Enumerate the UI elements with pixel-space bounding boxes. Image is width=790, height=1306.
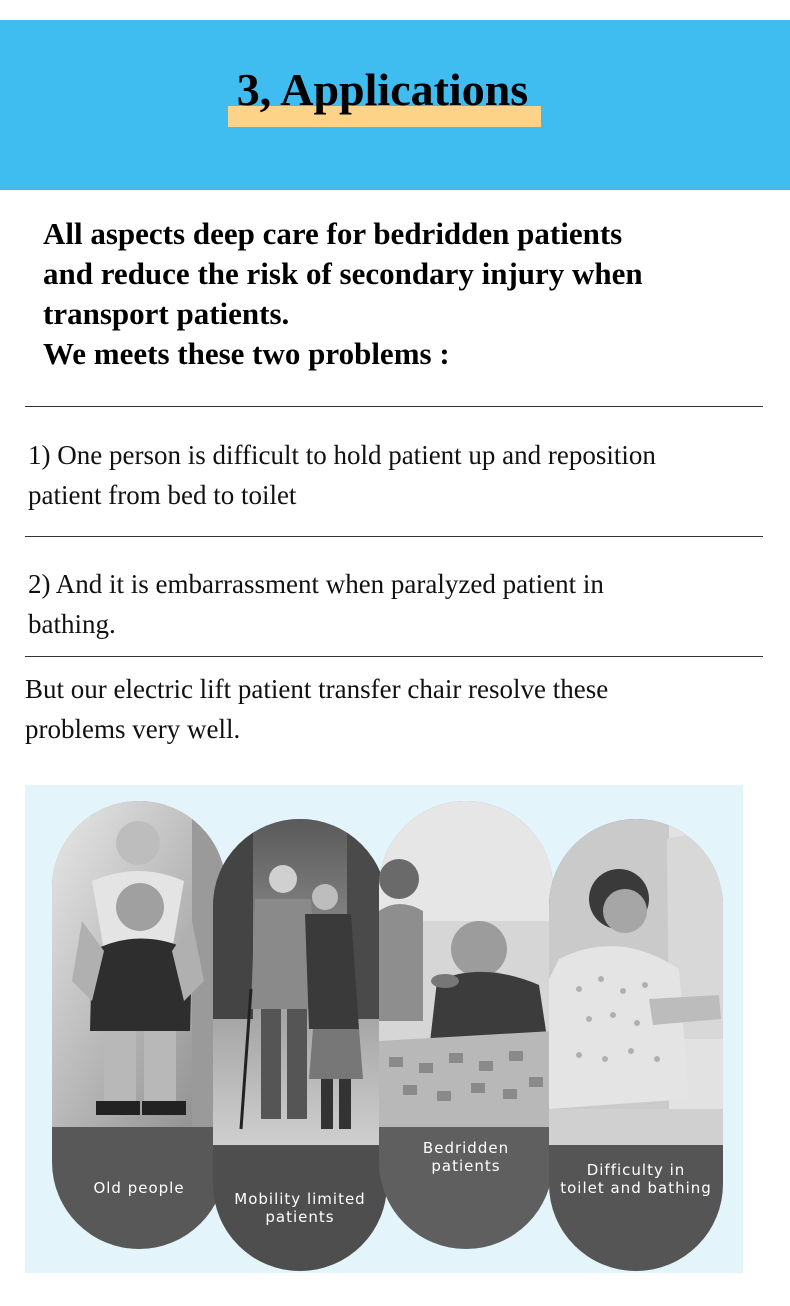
intro-line: All aspects deep care for bedridden patients [43,216,623,251]
application-card-bedridden [379,801,553,1249]
divider [25,656,763,657]
applications-panel [25,785,743,1273]
intro-text [43,214,763,374]
problem-line: patient from bed to toilet [28,480,297,510]
application-caption: Old people [93,1179,185,1197]
man-carrying-elderly-woman-photo [52,801,226,1127]
problem-line: 2) And it is embarrassment when paralyzed patient in [28,569,604,599]
application-card-toilet-bathing [549,819,723,1271]
application-card-old-people [52,801,226,1249]
resolution-line: But our electric lift patient transfer chair resolve these [25,674,609,704]
application-caption: Mobility limited patients [234,1190,366,1226]
intro-line: We meets these two problems : [43,336,450,371]
nurse-assisting-elderly-woman-photo [549,819,723,1145]
intro-line: transport patients. [43,296,290,331]
application-caption: Difficulty in toilet and bathing [560,1161,712,1197]
caption-area [213,1145,387,1271]
intro-line: and reduce the risk of secondary injury when [43,256,643,291]
resolution-line: problems very well. [25,714,241,744]
page-title: 3, Applications [236,64,529,115]
divider [25,406,763,407]
application-card-mobility-limited [213,819,387,1271]
caregiver-feeding-patient-photo [379,801,553,1127]
resolution-text [25,669,760,749]
caption-area [379,1127,553,1249]
caption-area [549,1145,723,1271]
elderly-couple-walking-photo [213,819,387,1145]
problem-1-text [28,435,763,515]
problem-line: bathing. [28,609,116,639]
problem-line: 1) One person is difficult to hold patient up and reposition [28,440,656,470]
divider [25,536,763,537]
application-caption: Bedridden patients [422,1139,510,1175]
caption-area [52,1127,226,1249]
problem-2-text [28,564,763,644]
